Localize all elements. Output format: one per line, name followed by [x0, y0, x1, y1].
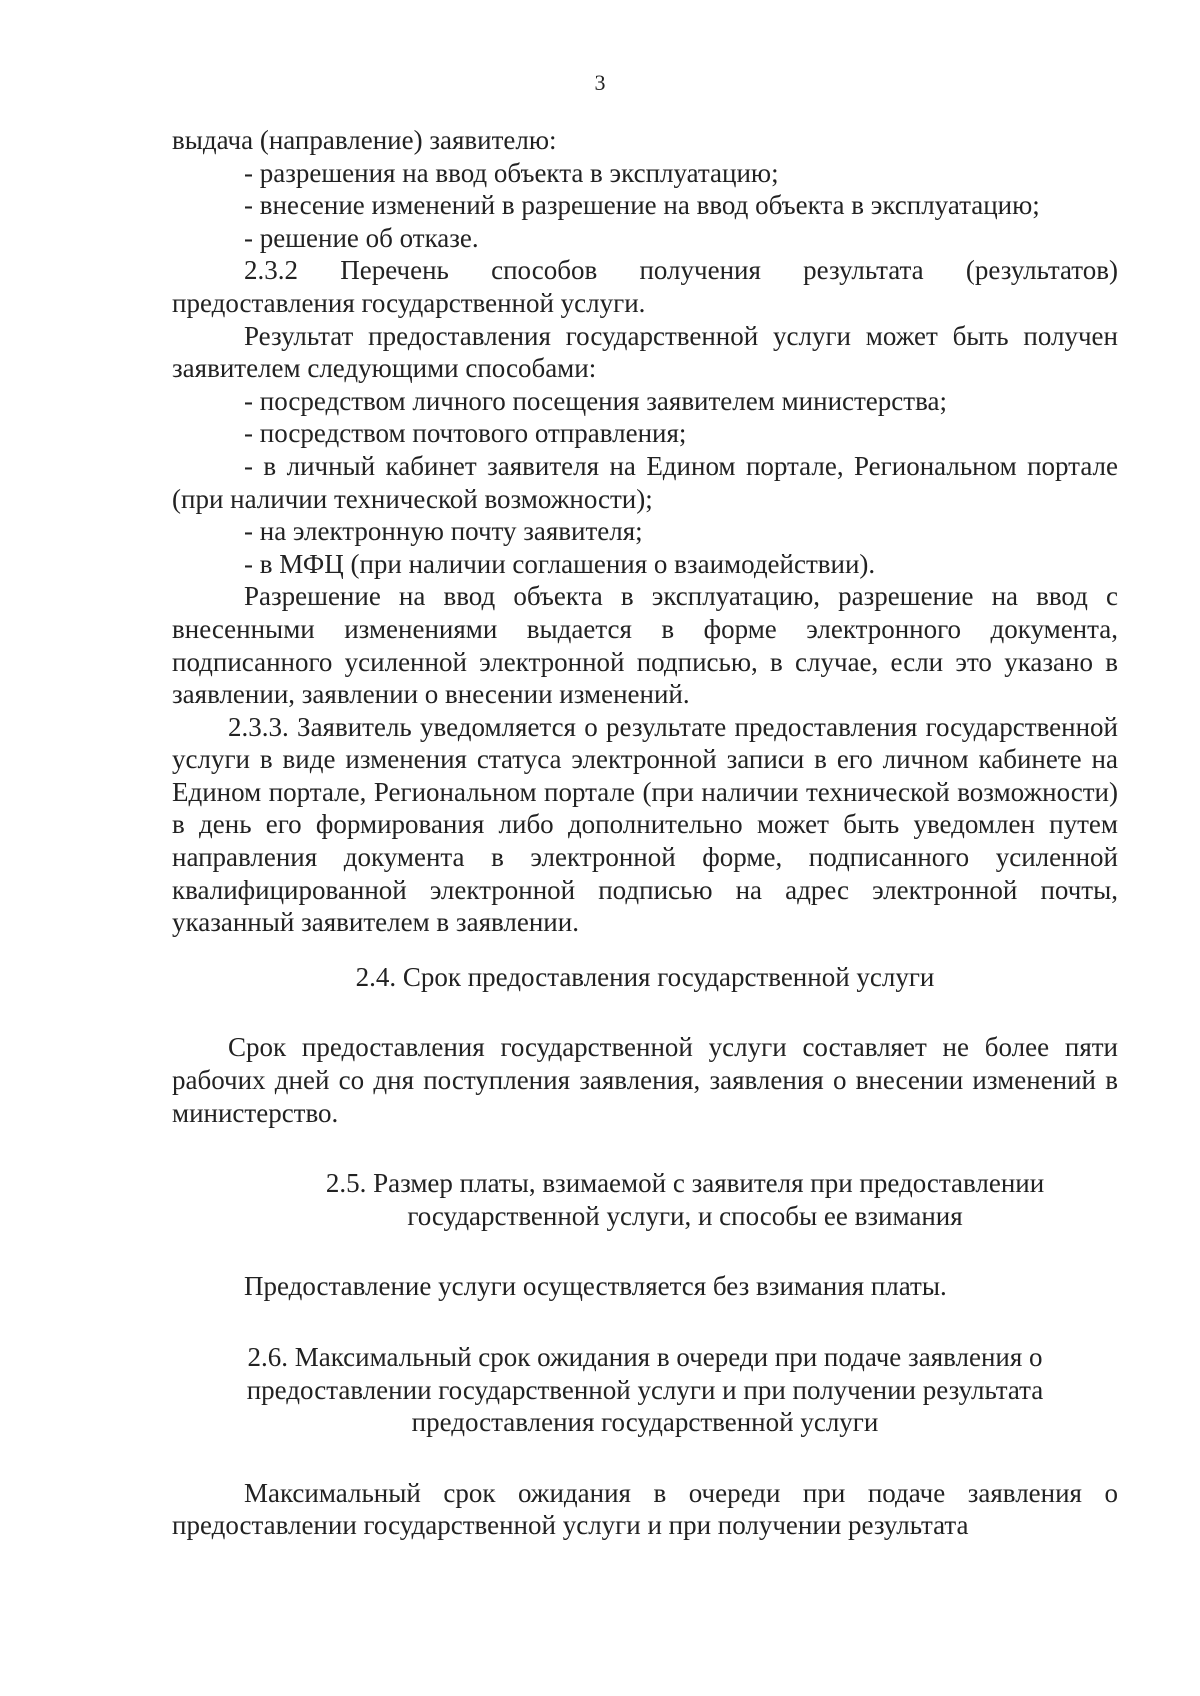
paragraph-permit: Разрешение на ввод объекта в эксплуатацию, разрешение на ввод с внесенными изменениями выдается в форме электронного документа, подписанного усиленной электронной подписью, в случае, если это указано в заявлении, заявлении о внесении изменений.	[172, 581, 1118, 710]
paragraph-issuance: выдача (направление) заявителю:	[172, 125, 557, 155]
list-item: - посредством почтового отправления;	[244, 418, 687, 449]
paragraph-result-methods: Результат предоставления государственной услуги может быть получен заявителем следующими способами:	[172, 320, 1118, 384]
page-number: 3	[594, 70, 606, 95]
paragraph-2-6: Максимальный срок ожидания в очереди при подаче заявления о предоставлении государственной услуги и при получении результата	[172, 1477, 1118, 1541]
paragraph-2-4: Срок предоставления государственной услуги составляет не более пяти рабочих дней со дня поступления заявления, заявления о внесении изменений в министерство.	[172, 1032, 1118, 1128]
list-item: - на электронную почту заявителя;	[244, 516, 643, 547]
section-title-2-4: 2.4. Срок предоставления государственной услуги	[355, 961, 935, 992]
list-item: - разрешения на ввод объекта в эксплуатацию;	[244, 157, 779, 188]
paragraph-2-3-2: 2.3.2 Перечень способов получения результата (результатов) предоставления государственной услуги.	[172, 255, 1118, 318]
list-item: - в личный кабинет заявителя на Едином портале, Региональном портале (при наличии технической возможности);	[172, 450, 1118, 514]
paragraph-2-3-3: 2.3.3. Заявитель уведомляется о результате предоставления государственной услуги в виде изменения статуса электронной записи в его личном кабинете на Едином портале, Региональном портале (при наличии технической возможности) в день его формирования либо дополнительно может быть уведомлен путем направления документа в электронной форме, подписанного усиленной квалифицированной электронной подписью на адрес электронной почты, указанный заявителем в заявлении.	[172, 711, 1118, 938]
section-title-2-6-line1: 2.6. Максимальный срок ожидания в очереди при подаче заявления о	[247, 1342, 1043, 1372]
list-item: - внесение изменений в разрешение на ввод объекта в эксплуатацию;	[244, 190, 1040, 221]
list-item: - решение об отказе.	[244, 222, 479, 253]
section-title-2-5-line1: 2.5. Размер платы, взимаемой с заявителя при предоставлении	[325, 1168, 1045, 1199]
paragraph-2-5: Предоставление услуги осуществляется без взимания платы.	[244, 1271, 947, 1302]
section-title-2-5-line2: государственной услуги, и способы ее взимания	[407, 1200, 963, 1231]
section-title-2-6-line3: предоставления государственной услуги	[411, 1407, 879, 1438]
list-item: - в МФЦ (при наличии соглашения о взаимодействии).	[244, 548, 876, 579]
section-title-2-6-line2: предоставлении государственной услуги и при получении результата	[246, 1374, 1044, 1405]
document-body	[172, 124, 1118, 1542]
list-item: - посредством личного посещения заявителем министерства;	[244, 385, 947, 416]
